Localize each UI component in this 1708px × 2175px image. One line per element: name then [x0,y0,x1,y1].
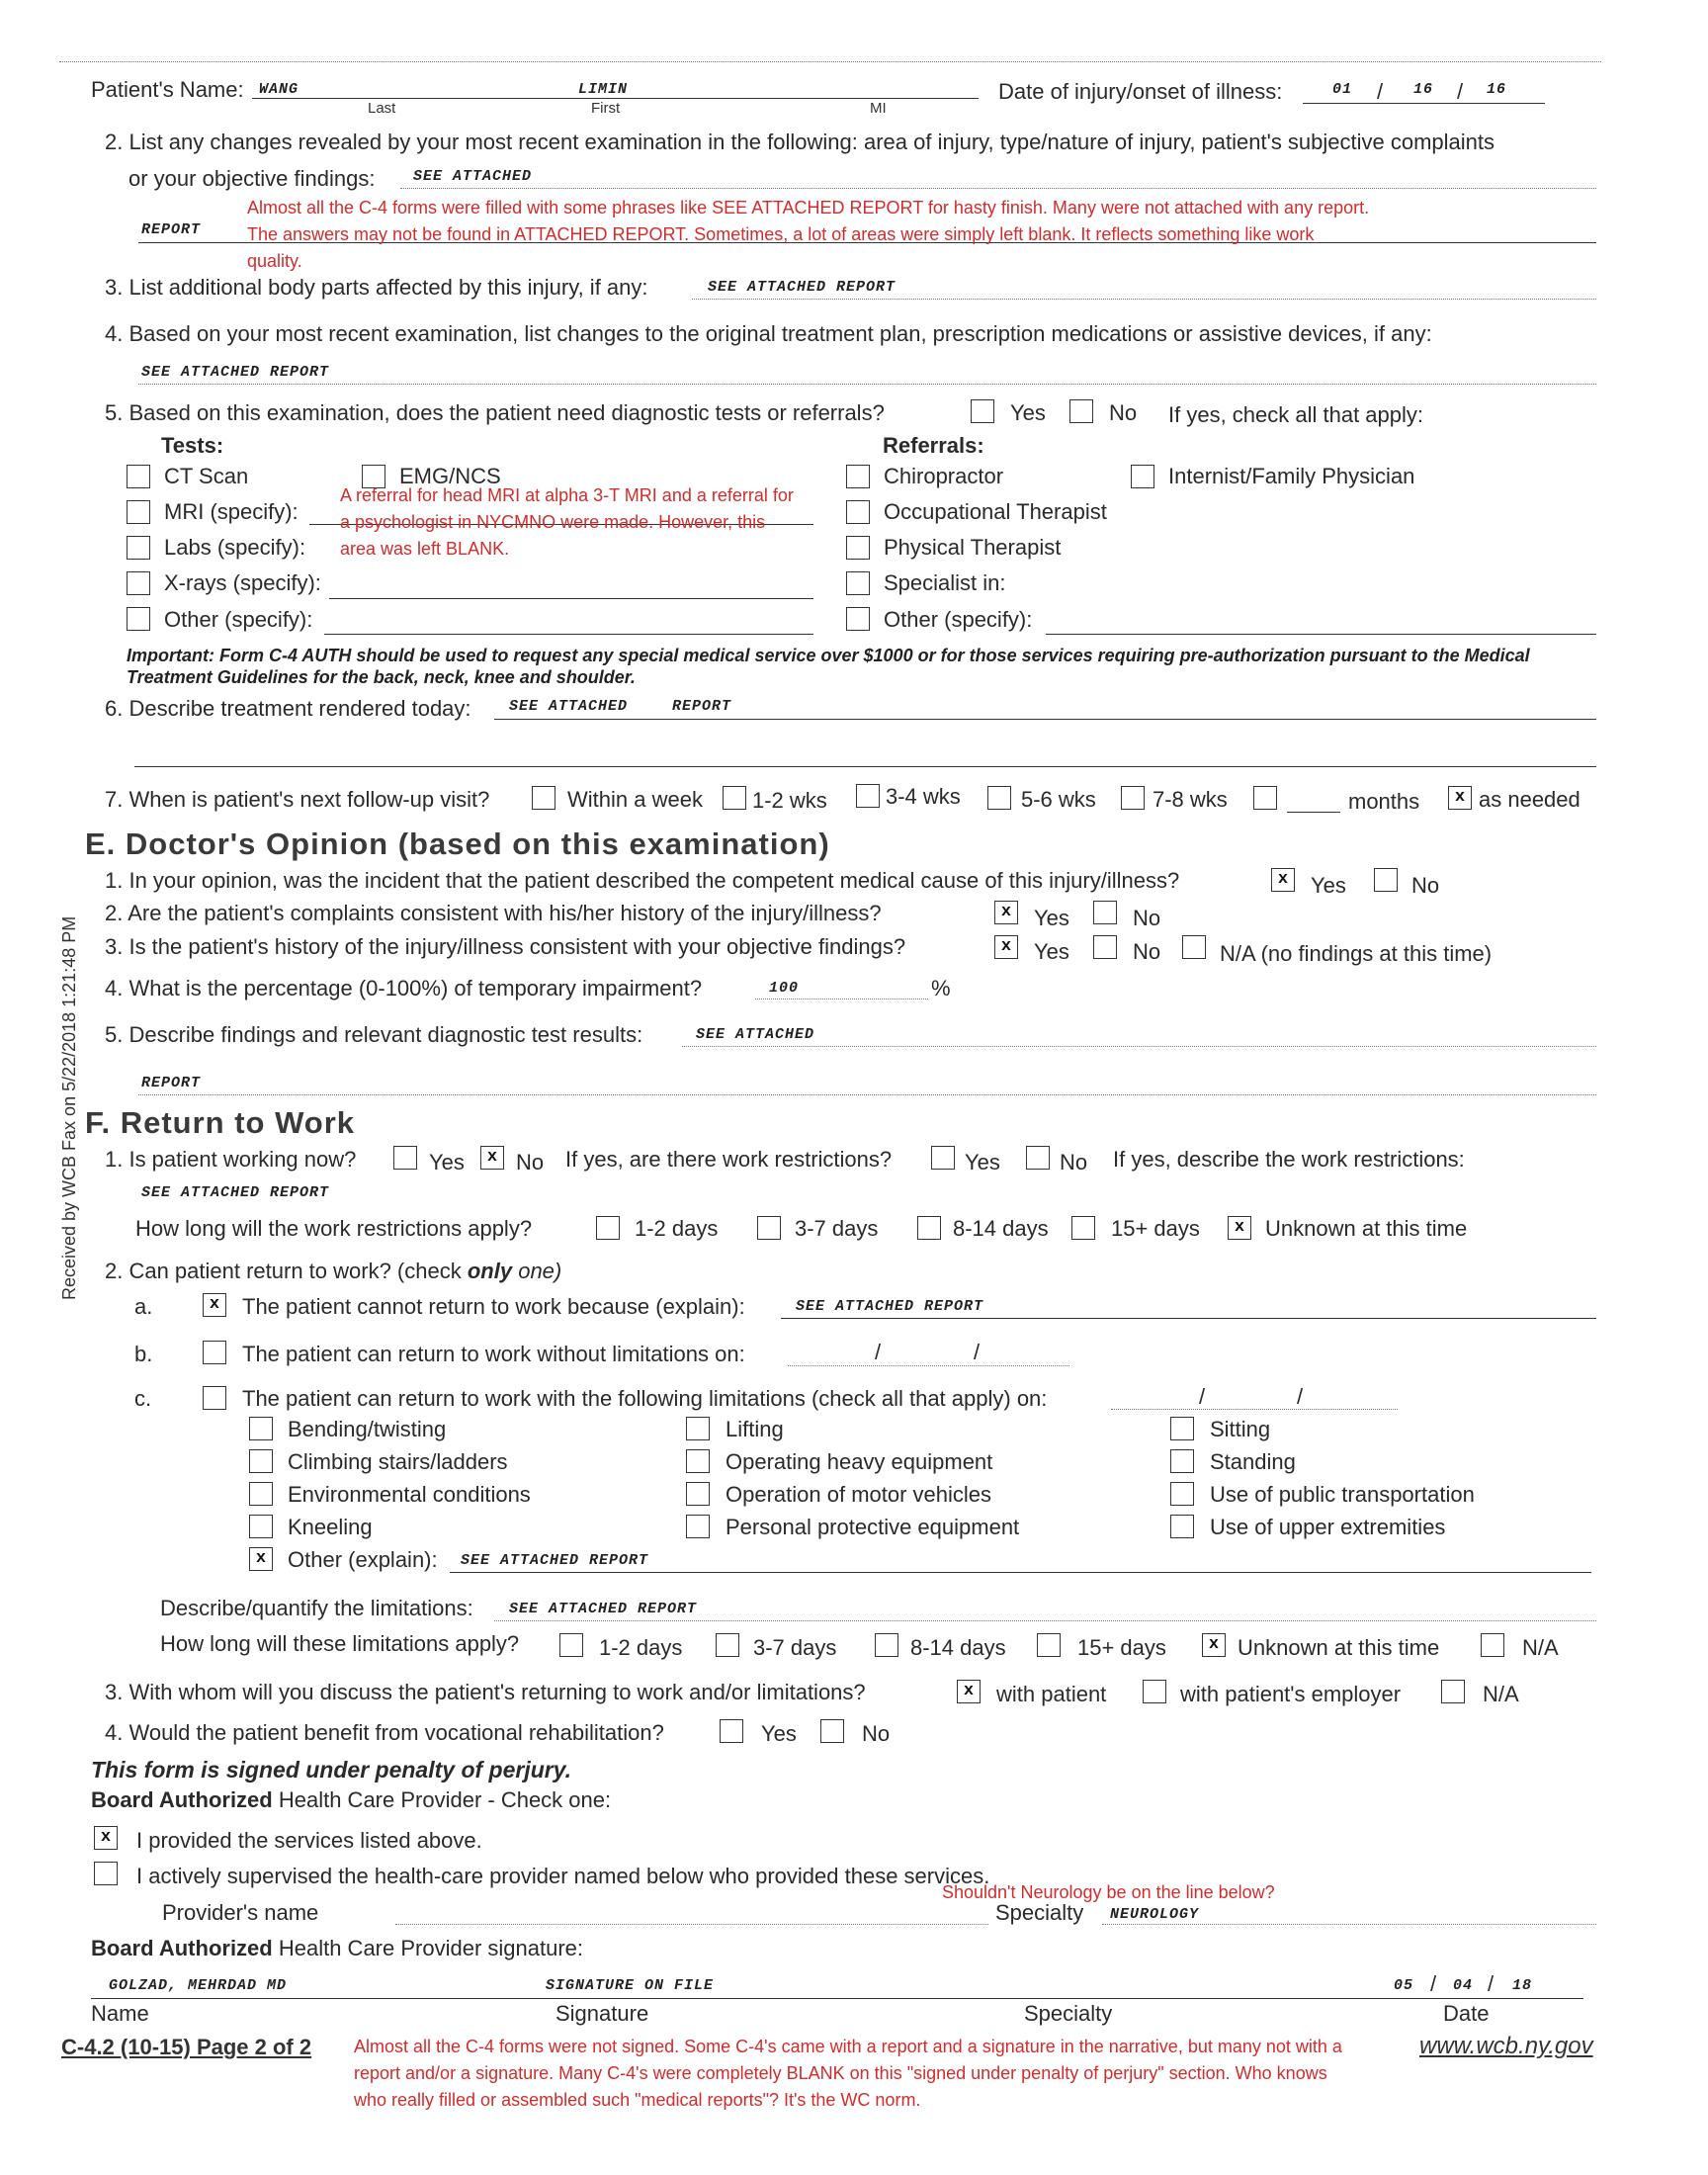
f-3-7-days-checkbox[interactable] [757,1216,781,1240]
tests-heading: Tests: [161,433,224,458]
ct-scan-label: CT Scan [164,464,249,488]
f-restrictions-q: If yes, are there work restrictions? [565,1147,893,1172]
discuss-na-label: N/A [1483,1682,1519,1706]
f-1-2-days-label: 1-2 days [635,1216,719,1241]
patient-name-line [252,98,979,99]
e-q3-no-checkbox[interactable] [1093,935,1117,959]
signature-line [91,1998,1583,1999]
provided-checkbox[interactable]: x [94,1826,118,1850]
form-id: C-4.2 (10-15) Page 2 of 2 [61,2035,312,2059]
f-restrict-yes-label: Yes [965,1150,1000,1174]
doi-line [1303,103,1545,104]
name-caption: Name [91,2001,149,2026]
wcb-website[interactable]: www.wcb.ny.gov [1419,2033,1593,2059]
ct-scan-checkbox[interactable] [127,465,150,488]
lim-motor-label: Operation of motor vehicles [726,1482,992,1507]
within-week-checkbox[interactable] [532,786,555,810]
annotation-unsigned-forms: Almost all the C-4 forms were not signed. Some C-4's came with a report and a signature in the narrative, but many not with a report and/or a signature. Many C-4's were completely BLANK on this "signed under penalty of perjury" section. Who knows who really filled or assembled such "medical reports"? It's the WC norm. [354,2037,1342,2110]
e-q3-no-label: No [1133,939,1161,964]
f-b-slash-1: / [875,1340,882,1364]
voc-no-checkbox[interactable] [820,1719,844,1743]
pt-label: Physical Therapist [884,535,1062,560]
patient-first-name: LIMIN [578,81,629,98]
specialty-line [1102,1924,1596,1925]
f-b-label: b. [134,1342,153,1366]
q6-answer-b: REPORT [672,698,732,715]
f-b-date-line [788,1365,1069,1366]
apply-1-2-checkbox[interactable] [559,1633,583,1657]
f-q2-prefix: 2. Can patient return to work? (check [105,1259,468,1283]
f-restrict-no-checkbox[interactable] [1026,1146,1050,1170]
quantify-label: Describe/quantify the limitations: [160,1596,473,1620]
as-needed-checkbox[interactable]: x [1448,786,1472,810]
f-q2-text [105,1259,561,1284]
lim-climbing-checkbox[interactable] [249,1449,273,1473]
lim-motor-checkbox[interactable] [686,1482,710,1506]
q5-no-checkbox[interactable] [1069,399,1093,423]
sign-date-slash-2: / [1488,1971,1494,1996]
apply-15-label: 15+ days [1077,1635,1166,1660]
f-working-yes-label: Yes [429,1150,465,1174]
e-q5-line-2 [138,1094,1596,1095]
f-a-line [781,1318,1596,1319]
quantify-answer: SEE ATTACHED REPORT [509,1601,698,1617]
sign-date-year: 18 [1512,1977,1533,1994]
e-q3-yes-label: Yes [1034,939,1069,964]
f-c-slash-2: / [1297,1384,1304,1409]
months-line [1287,812,1340,813]
f-a-checkbox[interactable]: x [203,1293,226,1317]
lim-upper-checkbox[interactable] [1170,1515,1194,1538]
3-4-wks-label: 3-4 wks [886,784,961,809]
doi-year: 16 [1487,81,1507,98]
7-8-wks-label: 7-8 wks [1153,787,1228,812]
labs-label: Labs (specify): [164,535,306,560]
q5-check-all: If yes, check all that apply: [1168,402,1424,427]
f-c-slash-1: / [1199,1384,1206,1409]
lim-env-checkbox[interactable] [249,1482,273,1506]
chiropractor-label: Chiropractor [884,464,1004,488]
q3-line [692,299,1596,300]
patient-last-name: WANG [259,81,299,98]
e-q3-na-checkbox[interactable] [1182,935,1206,959]
e-q3-yes-checkbox[interactable]: x [994,935,1018,959]
e-q2-yes-checkbox[interactable]: x [994,901,1018,924]
section-f-title: F. Return to Work [85,1105,356,1140]
e-q2-no-label: No [1133,906,1161,930]
e-q1-yes-checkbox[interactable]: x [1271,868,1295,892]
other-test-label: Other (specify): [164,607,313,632]
f-howlong-text: How long will the work restrictions apply? [135,1216,533,1241]
e-q4-percent: % [931,976,951,1000]
q4-answer: SEE ATTACHED REPORT [141,364,330,381]
lim-other-answer: SEE ATTACHED REPORT [461,1552,649,1569]
fax-stamp: Received by WCB Fax on 5/22/2018 1:21:48 PM [59,915,79,1300]
apply-unknown-checkbox[interactable]: x [1202,1633,1226,1657]
mri-checkbox[interactable] [127,500,150,524]
f-b-slash-2: / [974,1340,981,1364]
signature-caption: Signature [555,2001,649,2026]
ref-other-label: Other (specify): [884,607,1033,632]
lim-env-label: Environmental conditions [288,1482,531,1507]
f-15-days-checkbox[interactable] [1071,1216,1095,1240]
chiropractor-checkbox[interactable] [846,465,870,488]
apply-label: How long will these limitations apply? [160,1631,520,1656]
e-q2-yes-label: Yes [1034,906,1069,930]
top-border [59,61,1601,62]
e-q2-no-checkbox[interactable] [1093,901,1117,924]
f-c-text: The patient can return to work with the following limitations (check all that apply) on: [242,1386,1048,1411]
apply-8-14-checkbox[interactable] [875,1633,898,1657]
board-authorized-2: Board Authorized [91,1936,273,1960]
5-6-wks-checkbox[interactable] [987,786,1011,810]
e-q1-yes-label: Yes [1311,873,1346,898]
quantify-line [494,1620,1596,1621]
f-3-7-days-label: 3-7 days [795,1216,879,1241]
q2-text: 2. List any changes revealed by your most recent examination in the following: area of injury, type/nature of injury, patient's subjective complaints [105,130,1495,154]
lim-standing-label: Standing [1210,1449,1296,1474]
f-working-no-checkbox[interactable]: x [480,1146,504,1170]
apply-na-checkbox[interactable] [1481,1633,1504,1657]
apply-1-2-label: 1-2 days [599,1635,683,1660]
lim-heavy-label: Operating heavy equipment [726,1449,993,1474]
internist-label: Internist/Family Physician [1168,464,1415,488]
xrays-line [329,598,813,599]
specialty-label: Specialty [995,1900,1084,1925]
voc-yes-label: Yes [761,1721,797,1746]
other-test-line [324,634,813,635]
f-15-days-label: 15+ days [1111,1216,1200,1241]
q6-text: 6. Describe treatment rendered today: [105,696,471,721]
other-test-checkbox[interactable] [127,607,150,631]
f-restrict-no-label: No [1060,1150,1088,1174]
f-restrict-yes-checkbox[interactable] [931,1146,955,1170]
3-4-wks-checkbox[interactable] [856,784,880,808]
q5-text: 5. Based on this examination, does the patient need diagnostic tests or referrals? [105,400,885,425]
labs-checkbox[interactable] [127,536,150,560]
doi-label: Date of injury/onset of illness: [998,79,1283,104]
with-employer-checkbox[interactable] [1143,1680,1166,1703]
doi-day: 16 [1413,81,1434,98]
provider-name-line [395,1924,988,1925]
q2-text-2: or your objective findings: [128,166,376,191]
perjury-statement: This form is signed under penalty of perjury. [91,1757,572,1783]
doi-slash-2: / [1457,79,1464,104]
months-checkbox[interactable] [1253,786,1277,810]
lim-lifting-label: Lifting [726,1417,784,1441]
as-needed-label: as needed [1479,787,1580,812]
ot-label: Occupational Therapist [884,499,1107,524]
q2-answer-a: SEE ATTACHED [413,168,533,185]
q6-line-2 [134,766,1596,767]
date-caption: Date [1443,2001,1490,2026]
apply-15-checkbox[interactable] [1037,1633,1061,1657]
first-caption: First [591,100,621,117]
lim-other-line [450,1572,1591,1573]
f-a-label: a. [134,1294,153,1319]
section-e-title: E. Doctor's Opinion (based on this examination) [85,826,830,861]
referrals-heading: Referrals: [883,433,984,458]
q4-line [138,384,1596,385]
f-8-14-days-checkbox[interactable] [917,1216,941,1240]
q6-answer-a: SEE ATTACHED [509,698,629,715]
lim-ppe-checkbox[interactable] [686,1515,710,1538]
f-q4-text: 4. Would the patient benefit from vocational rehabilitation? [105,1720,664,1745]
lim-standing-checkbox[interactable] [1170,1449,1194,1473]
provided-label: I provided the services listed above. [136,1828,482,1853]
q2-answer-b: REPORT [141,221,202,238]
lim-heavy-checkbox[interactable] [686,1449,710,1473]
specialty-caption: Specialty [1024,2001,1113,2026]
e-q1-text: 1. In your opinion, was the incident that the patient described the competent medical cause of this injury/illness? [105,868,1180,893]
e-q5-answer-b: REPORT [141,1075,202,1091]
e-q1-no-checkbox[interactable] [1374,868,1398,892]
patient-name-label: Patient's Name: [91,77,244,102]
lim-bending-checkbox[interactable] [249,1417,273,1440]
f-c-checkbox[interactable] [203,1386,226,1410]
q2-line-1 [400,188,1596,189]
q5-yes-label: Yes [1010,400,1046,425]
f-q2-only: only [467,1259,513,1283]
f-working-yes-checkbox[interactable] [393,1146,417,1170]
1-2-wks-checkbox[interactable] [723,786,746,810]
q3-answer: SEE ATTACHED REPORT [708,279,897,296]
mri-label: MRI (specify): [164,499,299,524]
e-q2-text: 2. Are the patient's complaints consistent with his/her history of the injury/illness? [105,901,882,925]
5-6-wks-label: 5-6 wks [1021,787,1096,812]
specialist-checkbox[interactable] [846,571,870,595]
f-unknown-checkbox[interactable]: x [1228,1216,1251,1240]
lim-other-checkbox[interactable]: x [249,1547,273,1571]
lim-kneeling-checkbox[interactable] [249,1515,273,1538]
within-week-label: Within a week [567,787,703,812]
pt-checkbox[interactable] [846,536,870,560]
e-q5-answer-a: SEE ATTACHED [696,1026,815,1043]
f-restrictions-answer: SEE ATTACHED REPORT [141,1184,330,1201]
q7-text: 7. When is patient's next follow-up visit? [105,787,490,812]
provider-name-label: Provider's name [162,1900,319,1925]
f-c-date-line [1111,1409,1398,1410]
lim-climbing-label: Climbing stairs/ladders [288,1449,508,1474]
sign-date-month: 05 [1394,1977,1414,1994]
f-b-text: The patient can return to work without limitations on: [242,1342,745,1366]
mi-caption: MI [870,100,887,117]
hcp-check-line [91,1787,611,1813]
last-caption: Last [368,100,396,117]
doi-slash-1: / [1377,79,1384,104]
e-q1-no-label: No [1411,873,1440,898]
with-employer-label: with patient's employer [1180,1682,1402,1706]
lim-kneeling-label: Kneeling [288,1515,373,1539]
with-patient-checkbox[interactable]: x [957,1680,981,1703]
f-b-checkbox[interactable] [203,1341,226,1364]
sign-date-slash-1: / [1430,1971,1437,1996]
f-8-14-days-label: 8-14 days [953,1216,1049,1241]
annotation-mri-referral: A referral for head MRI at alpha 3-T MRI and a referral for a psychologist in NYCMNO were made. However, this area was left BLANK. [340,485,794,559]
q6-line-1 [494,719,1596,720]
f-describe-label: If yes, describe the work restrictions: [1113,1147,1465,1172]
e-q3-text: 3. Is the patient's history of the injury/illness consistent with your objective findings? [105,934,906,959]
apply-na-label: N/A [1522,1635,1559,1660]
ot-checkbox[interactable] [846,500,870,524]
ref-other-checkbox[interactable] [846,607,870,631]
xrays-checkbox[interactable] [127,571,150,595]
lim-ppe-label: Personal protective equipment [726,1515,1020,1539]
f-q2-suffix: one) [512,1259,562,1283]
lim-sitting-label: Sitting [1210,1417,1271,1441]
hcp-check-text: Health Care Provider - Check one: [272,1787,612,1812]
e-q4-text: 4. What is the percentage (0-100%) of temporary impairment? [105,976,703,1000]
e-q4-value: 100 [769,980,800,997]
voc-no-label: No [862,1721,891,1746]
lim-sitting-checkbox[interactable] [1170,1417,1194,1440]
f-q1-text: 1. Is patient working now? [105,1147,357,1172]
discuss-na-checkbox[interactable] [1441,1680,1465,1703]
f-a-answer: SEE ATTACHED REPORT [796,1298,984,1315]
ref-other-line [1046,634,1596,635]
specialty-value: NEUROLOGY [1110,1906,1200,1923]
internist-checkbox[interactable] [1131,465,1154,488]
supervised-checkbox[interactable] [94,1862,118,1885]
annotation-neurology: Shouldn't Neurology be on the line below? [942,1882,1275,1902]
q4-text: 4. Based on your most recent examination, list changes to the original treatment plan, prescription medications or assistive devices, if any: [105,321,1432,346]
sign-date-day: 04 [1453,1977,1474,1994]
lim-public-checkbox[interactable] [1170,1482,1194,1506]
f-working-no-label: No [516,1150,545,1174]
e-q3-na-label: N/A (no findings at this time) [1220,941,1493,966]
specialist-label: Specialist in: [884,570,1006,595]
e-q4-line [755,999,928,1000]
e-q5-text: 5. Describe findings and relevant diagnostic test results: [105,1022,643,1047]
lim-public-label: Use of public transportation [1210,1482,1475,1507]
q5-no-label: No [1109,400,1138,425]
q5-yes-checkbox[interactable] [971,399,994,423]
voc-yes-checkbox[interactable] [720,1719,743,1743]
hcp-sig-text: Health Care Provider signature: [272,1936,583,1960]
1-2-wks-label: 1-2 wks [752,788,827,813]
with-patient-label: with patient [996,1682,1107,1706]
apply-3-7-checkbox[interactable] [716,1633,739,1657]
lim-lifting-checkbox[interactable] [686,1417,710,1440]
important-notice: Important: Form C-4 AUTH should be used to request any special medical service over $1000 or for those services requiring pre-authorization pursuant to the Medical Treatment Guidelines for the back, neck, knee and shoulder. [127,646,1530,687]
board-authorized: Board Authorized [91,1787,273,1812]
annotation-see-attached: Almost all the C-4 forms were filled with some phrases like SEE ATTACHED REPORT for hasty finish. Many were not attached with any report. The answers may not be found in ATTACHED REPORT. Sometimes, a lot of areas were simply left blank. It reflects something like work quality. [247,198,1370,271]
signer-name: GOLZAD, MEHRDAD MD [109,1977,288,1994]
apply-unknown-label: Unknown at this time [1238,1635,1440,1660]
f-q3-text: 3. With whom will you discuss the patient's returning to work and/or limitations? [105,1680,866,1704]
supervised-label: I actively supervised the health-care provider named below who provided these services. [136,1864,990,1888]
q3-text: 3. List additional body parts affected by this injury, if any: [105,275,648,300]
f-a-text: The patient cannot return to work because (explain): [242,1294,745,1319]
signature-value: SIGNATURE ON FILE [546,1977,715,1994]
lim-other-label: Other (explain): [288,1547,438,1572]
f-c-label: c. [134,1386,152,1411]
months-label: months [1348,789,1420,814]
doi-month: 01 [1332,81,1353,98]
f-unknown-label: Unknown at this time [1265,1216,1468,1241]
emg-label: EMG/NCS [399,464,501,488]
lim-bending-label: Bending/twisting [288,1417,447,1441]
apply-3-7-label: 3-7 days [753,1635,837,1660]
7-8-wks-checkbox[interactable] [1121,786,1145,810]
hcp-signature-line [91,1936,583,1961]
xrays-label: X-rays (specify): [164,570,321,595]
e-q5-line-1 [682,1046,1596,1047]
lim-upper-label: Use of upper extremities [1210,1515,1446,1539]
apply-8-14-label: 8-14 days [910,1635,1006,1660]
f-1-2-days-checkbox[interactable] [596,1216,620,1240]
